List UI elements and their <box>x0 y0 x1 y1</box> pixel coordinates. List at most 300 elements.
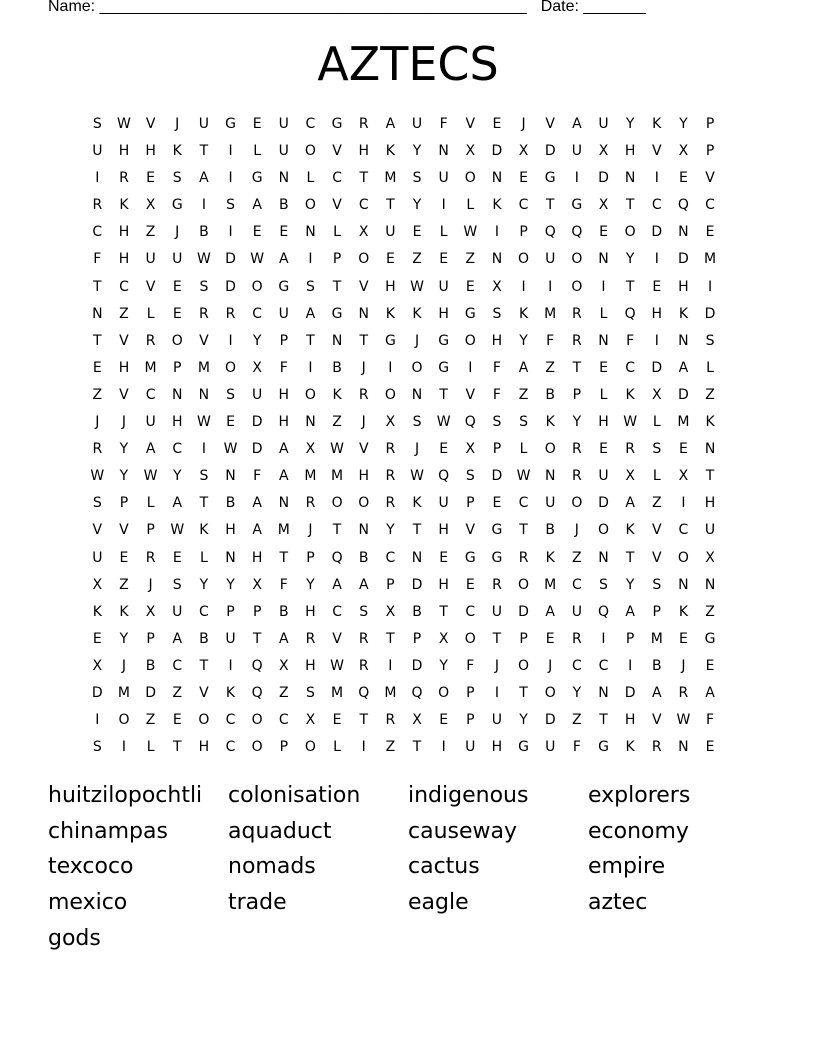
grid-letter: T <box>332 522 342 539</box>
grid-letter: I <box>441 739 446 756</box>
grid-letter: W <box>196 414 211 431</box>
grid-letter: T <box>172 739 182 756</box>
grid-letter: Z <box>145 224 156 241</box>
grid-letter: I <box>228 657 233 674</box>
grid-letter: P <box>705 116 715 132</box>
grid-letter: T <box>199 143 209 160</box>
grid-letter: K <box>518 305 529 322</box>
grid-letter: R <box>518 549 529 566</box>
grid-letter: M <box>277 522 290 539</box>
grid-letter: B <box>545 386 556 403</box>
word-list-item: indigenous <box>408 783 529 808</box>
grid-letter: P <box>652 603 661 620</box>
grid-letter: S <box>92 495 102 512</box>
grid-letter: P <box>492 441 502 458</box>
word-list-item: huitzilopochtli <box>48 783 203 808</box>
grid-letter: Y <box>519 332 528 349</box>
grid-letter: K <box>385 143 395 160</box>
grid-letter: S <box>359 603 369 620</box>
grid-letter: R <box>358 657 369 674</box>
grid-letter: A <box>358 576 369 593</box>
word-list-item: trade <box>228 890 287 916</box>
grid-letter: V <box>465 116 476 132</box>
grid-letter: Q <box>544 224 556 241</box>
grid-letter: E <box>439 441 449 458</box>
grid-letter: Z <box>332 414 342 431</box>
grid-letter: W <box>463 224 478 241</box>
grid-letter: D <box>411 657 423 674</box>
grid-letter: F <box>439 116 448 132</box>
grid-letter: A <box>252 522 262 539</box>
grid-letter: D <box>704 305 716 322</box>
grid-letter: N <box>278 495 290 512</box>
grid-letter: O <box>518 251 530 268</box>
grid-letter: X <box>678 468 689 485</box>
grid-letter: B <box>332 359 342 376</box>
date-field-label: Date: _______ <box>540 0 646 15</box>
grid-letter: O <box>225 359 237 376</box>
grid-letter: Y <box>226 576 235 593</box>
grid-letter: R <box>92 441 103 458</box>
grid-letter: M <box>331 684 344 701</box>
grid-letter: Y <box>412 143 422 160</box>
grid-letter: G <box>464 305 476 322</box>
grid-letter: H <box>145 143 156 160</box>
grid-letter: P <box>252 603 262 620</box>
grid-letter: M <box>304 468 317 485</box>
grid-letter: N <box>278 170 290 187</box>
grid-letter: G <box>278 278 290 295</box>
grid-letter: D <box>598 495 609 512</box>
grid-letter: Z <box>119 305 129 322</box>
grid-letter: E <box>678 441 688 458</box>
grid-letter: F <box>706 712 715 729</box>
grid-letter: J <box>121 414 127 431</box>
grid-letter: V <box>651 143 662 160</box>
grid-letter: S <box>172 576 182 593</box>
grid-letter: N <box>678 576 689 593</box>
grid-letter: P <box>519 630 528 647</box>
letter-grid <box>84 111 723 761</box>
grid-letter: E <box>705 739 715 756</box>
grid-letter: P <box>226 603 235 620</box>
grid-letter: P <box>279 739 289 756</box>
grid-letter: X <box>518 143 529 160</box>
grid-letter: T <box>572 359 582 376</box>
grid-letter: O <box>411 359 423 376</box>
grid-letter: P <box>146 630 155 647</box>
grid-letter: V <box>145 278 156 295</box>
grid-letter: H <box>171 414 183 431</box>
grid-letter: U <box>172 603 183 620</box>
grid-letter: R <box>358 386 369 403</box>
grid-letter: L <box>306 170 315 187</box>
grid-letter: Y <box>625 116 635 132</box>
grid-letter: J <box>361 414 366 431</box>
grid-letter: L <box>253 143 262 160</box>
grid-letter: E <box>678 630 688 647</box>
grid-letter: R <box>385 468 396 485</box>
grid-letter: U <box>172 251 183 268</box>
grid-letter: U <box>92 143 103 160</box>
grid-letter: J <box>175 116 180 132</box>
grid-letter: T <box>386 197 395 214</box>
grid-letter: F <box>492 386 501 403</box>
grid-letter: F <box>572 739 581 756</box>
grid-letter: K <box>119 603 129 620</box>
grid-letter: V <box>465 522 476 539</box>
grid-letter: Z <box>572 712 582 729</box>
grid-letter: V <box>358 278 369 295</box>
grid-letter: S <box>652 441 662 458</box>
grid-letter: N <box>678 332 689 349</box>
header <box>48 0 646 17</box>
grid-letter: A <box>279 468 289 485</box>
grid-letter: R <box>571 441 582 458</box>
grid-letter: O <box>171 332 183 349</box>
grid-letter: X <box>598 143 609 160</box>
grid-letter: O <box>677 549 689 566</box>
grid-letter: F <box>546 332 555 349</box>
grid-letter: H <box>438 576 449 593</box>
grid-letter: N <box>678 224 689 241</box>
grid-letter: E <box>492 495 502 512</box>
grid-letter: X <box>305 441 316 458</box>
grid-letter: X <box>279 657 289 674</box>
grid-letter: T <box>625 278 635 295</box>
grid-letter: C <box>571 576 582 593</box>
grid-letter: L <box>652 468 661 485</box>
grid-letter: J <box>121 657 127 674</box>
grid-letter: A <box>678 359 689 376</box>
grid-letter: M <box>384 684 397 701</box>
grid-letter: A <box>651 684 662 701</box>
grid-letter: H <box>198 739 210 756</box>
grid-letter: C <box>278 712 289 729</box>
grid-letter: O <box>571 251 583 268</box>
grid-letter: H <box>624 143 636 160</box>
grid-letter: L <box>333 739 341 756</box>
grid-letter: E <box>92 359 102 376</box>
grid-letter: S <box>199 468 209 485</box>
grid-letter: I <box>121 739 127 756</box>
grid-letter: K <box>225 684 236 701</box>
grid-letter: T <box>252 630 262 647</box>
grid-letter: E <box>412 224 422 241</box>
grid-letter: N <box>704 576 716 593</box>
grid-letter: F <box>253 468 262 485</box>
grid-letter: N <box>172 386 183 403</box>
grid-letter: Y <box>679 116 688 132</box>
grid-letter: G <box>331 116 343 132</box>
grid-letter: G <box>384 332 396 349</box>
grid-letter: Z <box>412 251 422 268</box>
grid-letter: D <box>225 251 236 268</box>
grid-letter: O <box>518 576 530 593</box>
grid-letter: W <box>250 251 265 268</box>
grid-letter: R <box>385 712 396 729</box>
grid-letter: X <box>651 386 662 403</box>
grid-letter: F <box>466 657 475 674</box>
grid-letter: P <box>572 386 582 403</box>
grid-letter: C <box>571 657 582 674</box>
grid-letter: P <box>466 684 475 701</box>
grid-letter: T <box>199 495 209 512</box>
grid-letter: T <box>279 549 289 566</box>
grid-letter: S <box>599 576 608 593</box>
grid-letter: U <box>545 495 556 512</box>
grid-letter: J <box>681 657 686 674</box>
grid-letter: T <box>625 197 635 214</box>
grid-letter: U <box>491 712 503 729</box>
grid-letter: E <box>385 251 395 268</box>
grid-letter: D <box>678 251 689 268</box>
grid-letter: P <box>279 332 289 349</box>
word-list-item: aquaduct <box>228 818 332 844</box>
grid-letter: X <box>625 468 635 485</box>
grid-letter: Y <box>386 522 395 539</box>
grid-letter: T <box>386 630 395 647</box>
grid-letter: A <box>199 170 209 187</box>
grid-letter: J <box>521 116 526 132</box>
grid-letter: Z <box>705 386 715 403</box>
grid-letter: C <box>119 278 129 295</box>
grid-letter: P <box>119 495 129 512</box>
grid-letter: H <box>491 739 503 756</box>
grid-letter: E <box>545 630 555 647</box>
grid-letter: U <box>278 143 289 160</box>
grid-letter: V <box>119 386 129 403</box>
grid-letter: X <box>252 576 262 593</box>
grid-letter: P <box>705 143 715 160</box>
word-list-item: causeway <box>408 818 518 844</box>
word-list-item: chinampas <box>48 818 168 844</box>
grid-letter: C <box>332 603 342 620</box>
grid-letter: O <box>304 739 316 756</box>
grid-letter: H <box>438 522 449 539</box>
grid-letter: T <box>359 712 368 729</box>
grid-letter: Y <box>439 657 448 674</box>
grid-letter: V <box>332 143 342 160</box>
grid-letter: W <box>117 116 131 132</box>
name-field-label: Name: ________________________________________________ <box>48 0 527 15</box>
grid-letter: F <box>626 332 635 349</box>
grid-letter: H <box>385 278 396 295</box>
grid-letter: C <box>198 603 209 620</box>
grid-letter: U <box>278 116 289 132</box>
grid-letter: O <box>331 495 343 512</box>
grid-letter: Q <box>251 657 263 674</box>
grid-letter: U <box>92 549 103 566</box>
grid-letter: A <box>305 305 316 322</box>
grid-letter: T <box>519 684 528 701</box>
grid-letter: H <box>704 495 716 512</box>
grid-letter: H <box>225 522 236 539</box>
grid-letter: S <box>199 278 209 295</box>
grid-letter: E <box>599 359 608 376</box>
grid-letter: Q <box>597 603 609 620</box>
grid-letter: H <box>118 143 130 160</box>
grid-letter: K <box>625 386 635 403</box>
grid-letter: D <box>491 468 503 485</box>
grid-letter: E <box>519 170 528 187</box>
grid-letter: N <box>225 549 236 566</box>
grid-letter: Q <box>571 224 583 241</box>
grid-letter: R <box>678 684 689 701</box>
word-list-item: colonisation <box>228 783 361 808</box>
grid-letter: U <box>545 251 556 268</box>
grid-letter: X <box>412 712 422 729</box>
grid-letter: O <box>304 197 316 214</box>
grid-letter: T <box>439 386 448 403</box>
grid-letter: C <box>465 603 476 620</box>
grid-letter: Y <box>119 441 129 458</box>
grid-letter: I <box>228 332 233 349</box>
grid-letter: A <box>545 603 555 620</box>
grid-letter: C <box>651 197 662 214</box>
grid-letter: R <box>119 170 129 187</box>
grid-letter: U <box>598 116 609 132</box>
grid-letter: R <box>625 441 635 458</box>
grid-letter: M <box>384 170 397 187</box>
grid-letter: V <box>651 712 662 729</box>
grid-letter: K <box>199 522 209 539</box>
grid-letter: N <box>491 170 503 187</box>
grid-letter: S <box>412 170 422 187</box>
grid-letter: D <box>91 684 103 701</box>
grid-letter: W <box>90 468 105 485</box>
grid-letter: P <box>466 712 475 729</box>
grid-letter: B <box>225 495 236 512</box>
grid-letter: C <box>518 495 529 512</box>
grid-letter: I <box>95 170 100 187</box>
grid-letter: T <box>93 278 102 295</box>
grid-letter: H <box>305 603 316 620</box>
grid-letter: I <box>628 657 633 674</box>
grid-letter: A <box>252 197 262 214</box>
word-list <box>48 778 768 956</box>
grid-letter: R <box>225 305 236 322</box>
grid-letter: G <box>438 332 450 349</box>
grid-letter: U <box>145 414 156 431</box>
grid-letter: Q <box>624 305 636 322</box>
grid-letter: V <box>119 332 129 349</box>
grid-letter: W <box>410 468 424 485</box>
grid-letter: Y <box>625 576 635 593</box>
grid-letter: D <box>651 224 663 241</box>
grid-letter: G <box>491 549 503 566</box>
grid-letter: I <box>468 359 473 376</box>
grid-letter: A <box>332 576 342 593</box>
grid-letter: C <box>705 197 715 214</box>
grid-letter: S <box>705 332 715 349</box>
grid-letter: T <box>439 603 448 620</box>
grid-letter: Y <box>119 468 129 485</box>
grid-letter: T <box>412 739 422 756</box>
grid-letter: D <box>251 441 263 458</box>
grid-letter: R <box>305 630 316 647</box>
grid-letter: J <box>175 224 180 241</box>
grid-letter: O <box>571 278 583 295</box>
grid-letter: R <box>305 495 316 512</box>
grid-letter: I <box>654 332 659 349</box>
grid-letter: S <box>172 170 182 187</box>
grid-letter: Q <box>677 197 689 214</box>
grid-letter: V <box>92 522 103 539</box>
grid-letter: K <box>92 603 102 620</box>
grid-letter: S <box>226 386 235 403</box>
grid-letter: X <box>92 576 103 593</box>
grid-letter: U <box>571 603 582 620</box>
grid-letter: W <box>330 657 344 674</box>
grid-letter: K <box>412 305 422 322</box>
grid-letter: L <box>466 197 475 214</box>
grid-letter: G <box>171 197 183 214</box>
grid-letter: W <box>516 468 531 485</box>
grid-letter: I <box>228 224 233 241</box>
grid-letter: Q <box>358 684 370 701</box>
grid-letter: N <box>198 386 210 403</box>
grid-letter: R <box>571 305 582 322</box>
grid-letter: T <box>359 332 368 349</box>
word-list-item: mexico <box>48 890 128 916</box>
grid-letter: E <box>172 712 182 729</box>
grid-letter: T <box>412 522 422 539</box>
grid-letter: T <box>545 197 555 214</box>
grid-letter: K <box>412 495 422 512</box>
grid-letter: U <box>385 224 396 241</box>
grid-letter: N <box>358 305 369 322</box>
grid-letter: P <box>466 495 475 512</box>
grid-letter: S <box>652 576 662 593</box>
grid-letter: B <box>199 224 209 241</box>
grid-letter: W <box>436 414 451 431</box>
grid-letter: N <box>358 522 369 539</box>
grid-letter: K <box>385 305 395 322</box>
grid-letter: Z <box>465 251 476 268</box>
grid-letter: R <box>358 116 369 132</box>
grid-letter: D <box>225 278 236 295</box>
grid-letter: S <box>226 197 235 214</box>
grid-letter: S <box>465 468 475 485</box>
grid-letter: Z <box>172 684 183 701</box>
grid-letter: H <box>118 224 130 241</box>
grid-letter: Q <box>411 684 423 701</box>
grid-letter: U <box>438 170 449 187</box>
grid-letter: V <box>145 116 156 132</box>
grid-letter: S <box>492 414 502 431</box>
grid-letter: H <box>678 278 689 295</box>
grid-letter: M <box>704 251 717 268</box>
grid-letter: I <box>228 170 233 187</box>
grid-letter: I <box>201 197 206 214</box>
grid-letter: E <box>465 278 475 295</box>
grid-letter: S <box>412 414 422 431</box>
grid-letter: K <box>545 549 555 566</box>
grid-letter: V <box>199 684 209 701</box>
grid-letter: O <box>251 739 263 756</box>
word-list-item: aztec <box>588 890 648 916</box>
page-title: AZTECS <box>317 37 499 91</box>
grid-letter: K <box>332 386 342 403</box>
grid-letter: N <box>624 170 636 187</box>
grid-letter: I <box>654 170 659 187</box>
grid-letter: V <box>651 549 662 566</box>
grid-letter: O <box>118 712 130 729</box>
grid-letter: I <box>707 278 713 295</box>
grid-letter: X <box>305 712 316 729</box>
grid-letter: V <box>332 197 342 214</box>
